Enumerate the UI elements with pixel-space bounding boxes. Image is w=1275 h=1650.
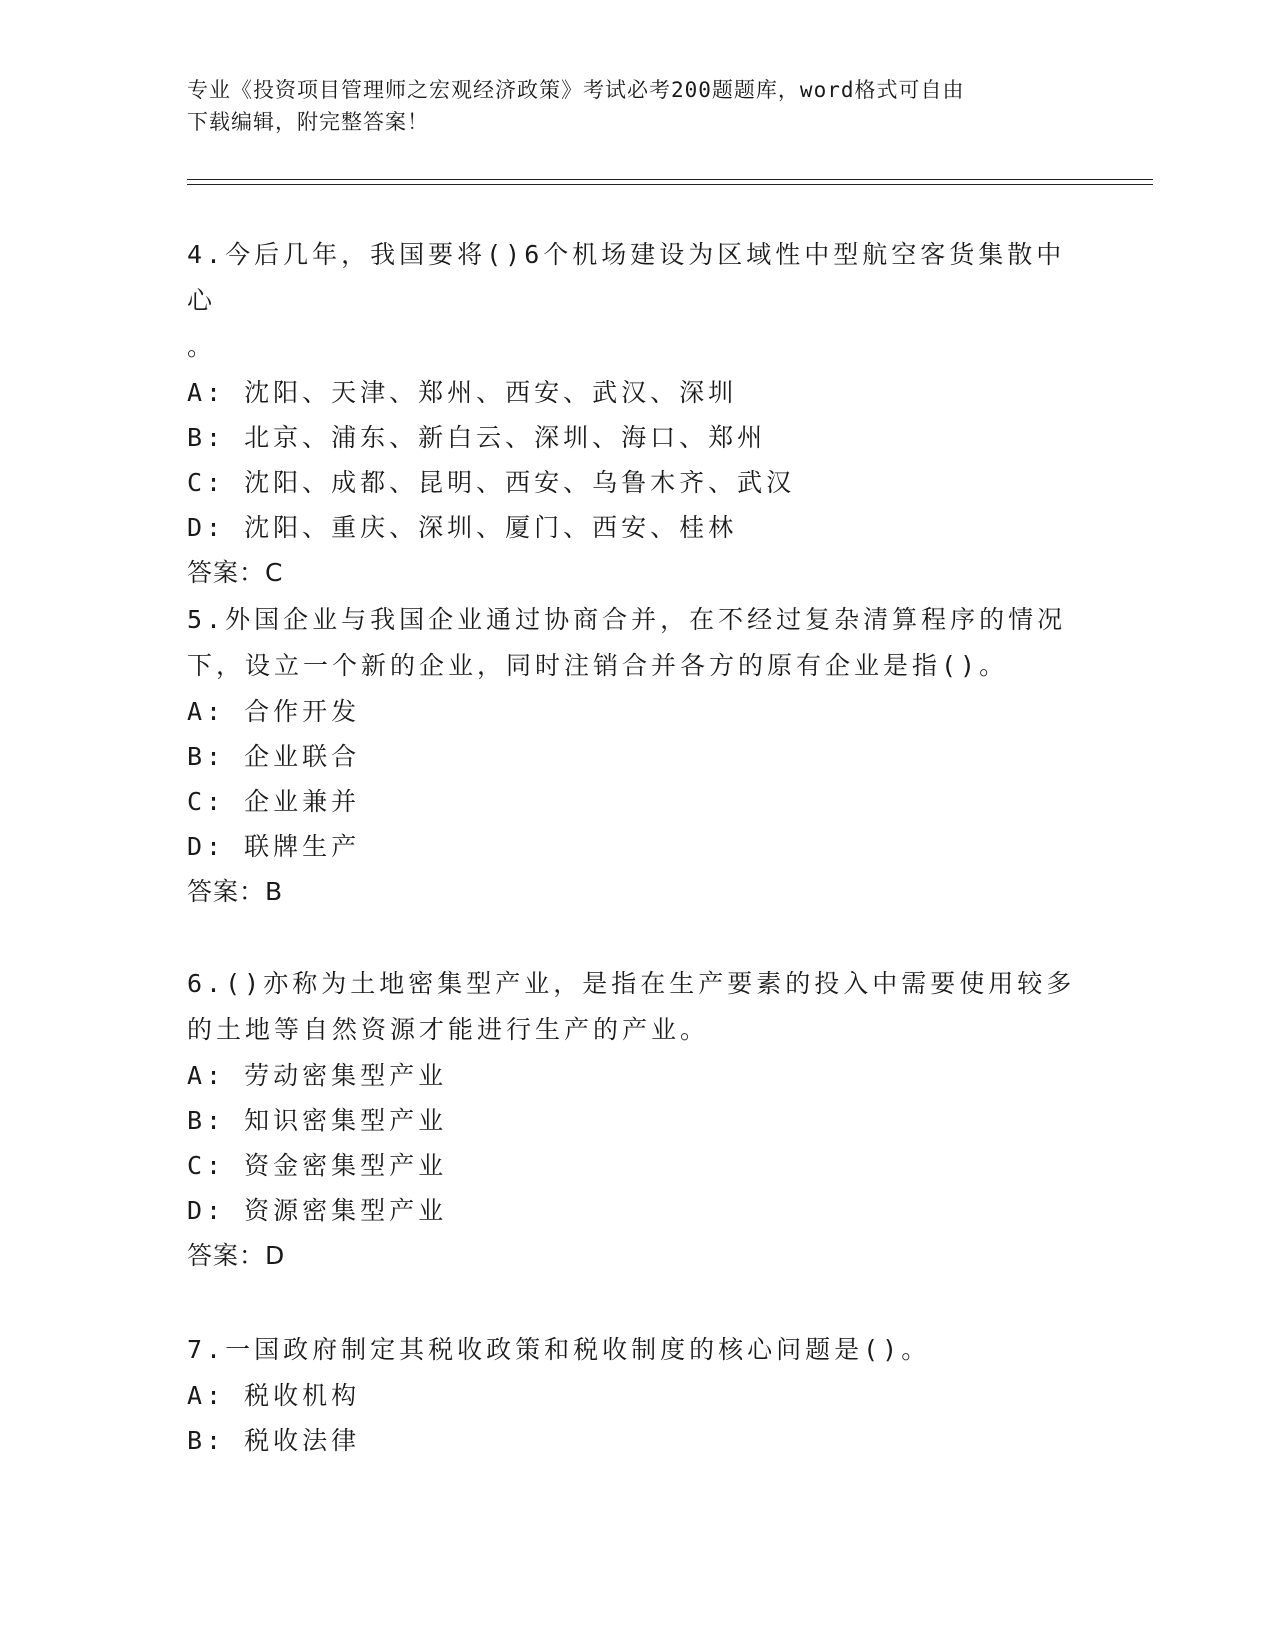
question-text-line: 7.一国政府制定其税收政策和税收制度的核心问题是()。	[187, 1335, 931, 1364]
header-line-1: 专业《投资项目管理师之宏观经济政策》考试必考200题题库，word格式可自由	[187, 78, 965, 102]
question-5	[187, 597, 1087, 915]
answer-line: 答案：D	[187, 1241, 286, 1270]
option-c: C: 沈阳、成都、昆明、西安、乌鲁木齐、武汉	[187, 468, 796, 497]
header-line-2: 下载编辑，附完整答案！	[187, 110, 429, 134]
option-d: D: 资源密集型产业	[187, 1196, 448, 1225]
option-a: A: 劳动密集型产业	[187, 1061, 448, 1090]
header-double-rule	[187, 179, 1153, 185]
option-a: A: 合作开发	[187, 697, 361, 726]
question-text-line: 5.外国企业与我国企业通过协商合并，在不经过复杂清算程序的情况	[187, 605, 1067, 634]
option-c: C: 资金密集型产业	[187, 1151, 448, 1180]
option-b: B: 企业联合	[187, 742, 361, 771]
question-text-line: 6.()亦称为土地密集型产业，是指在生产要素的投入中需要使用较多	[187, 969, 1076, 998]
option-d: D: 联牌生产	[187, 832, 361, 861]
option-b: B: 知识密集型产业	[187, 1106, 448, 1135]
option-b: B: 北京、浦东、新白云、深圳、海口、郑州	[187, 423, 767, 452]
question-6	[187, 961, 1087, 1279]
option-a: A: 沈阳、天津、郑州、西安、武汉、深圳	[187, 378, 738, 407]
document-header	[187, 74, 1087, 138]
question-text-line: 。	[187, 332, 217, 361]
answer-line: 答案：C	[187, 558, 284, 587]
question-text-line: 下，设立一个新的企业，同时注销合并各方的原有企业是指()。	[187, 651, 1009, 680]
question-4	[187, 232, 1087, 596]
option-c: C: 企业兼并	[187, 787, 361, 816]
answer-line: 答案：B	[187, 877, 284, 906]
option-a: A: 税收机构	[187, 1381, 361, 1410]
question-7	[187, 1327, 1087, 1463]
option-b: B: 税收法律	[187, 1426, 361, 1455]
question-text-line: 4.今后几年，我国要将()6个机场建设为区域性中型航空客货集散中心	[187, 240, 1066, 315]
option-d: D: 沈阳、重庆、深圳、厦门、西安、桂林	[187, 513, 738, 542]
question-text-line: 的土地等自然资源才能进行生产的产业。	[187, 1015, 710, 1044]
